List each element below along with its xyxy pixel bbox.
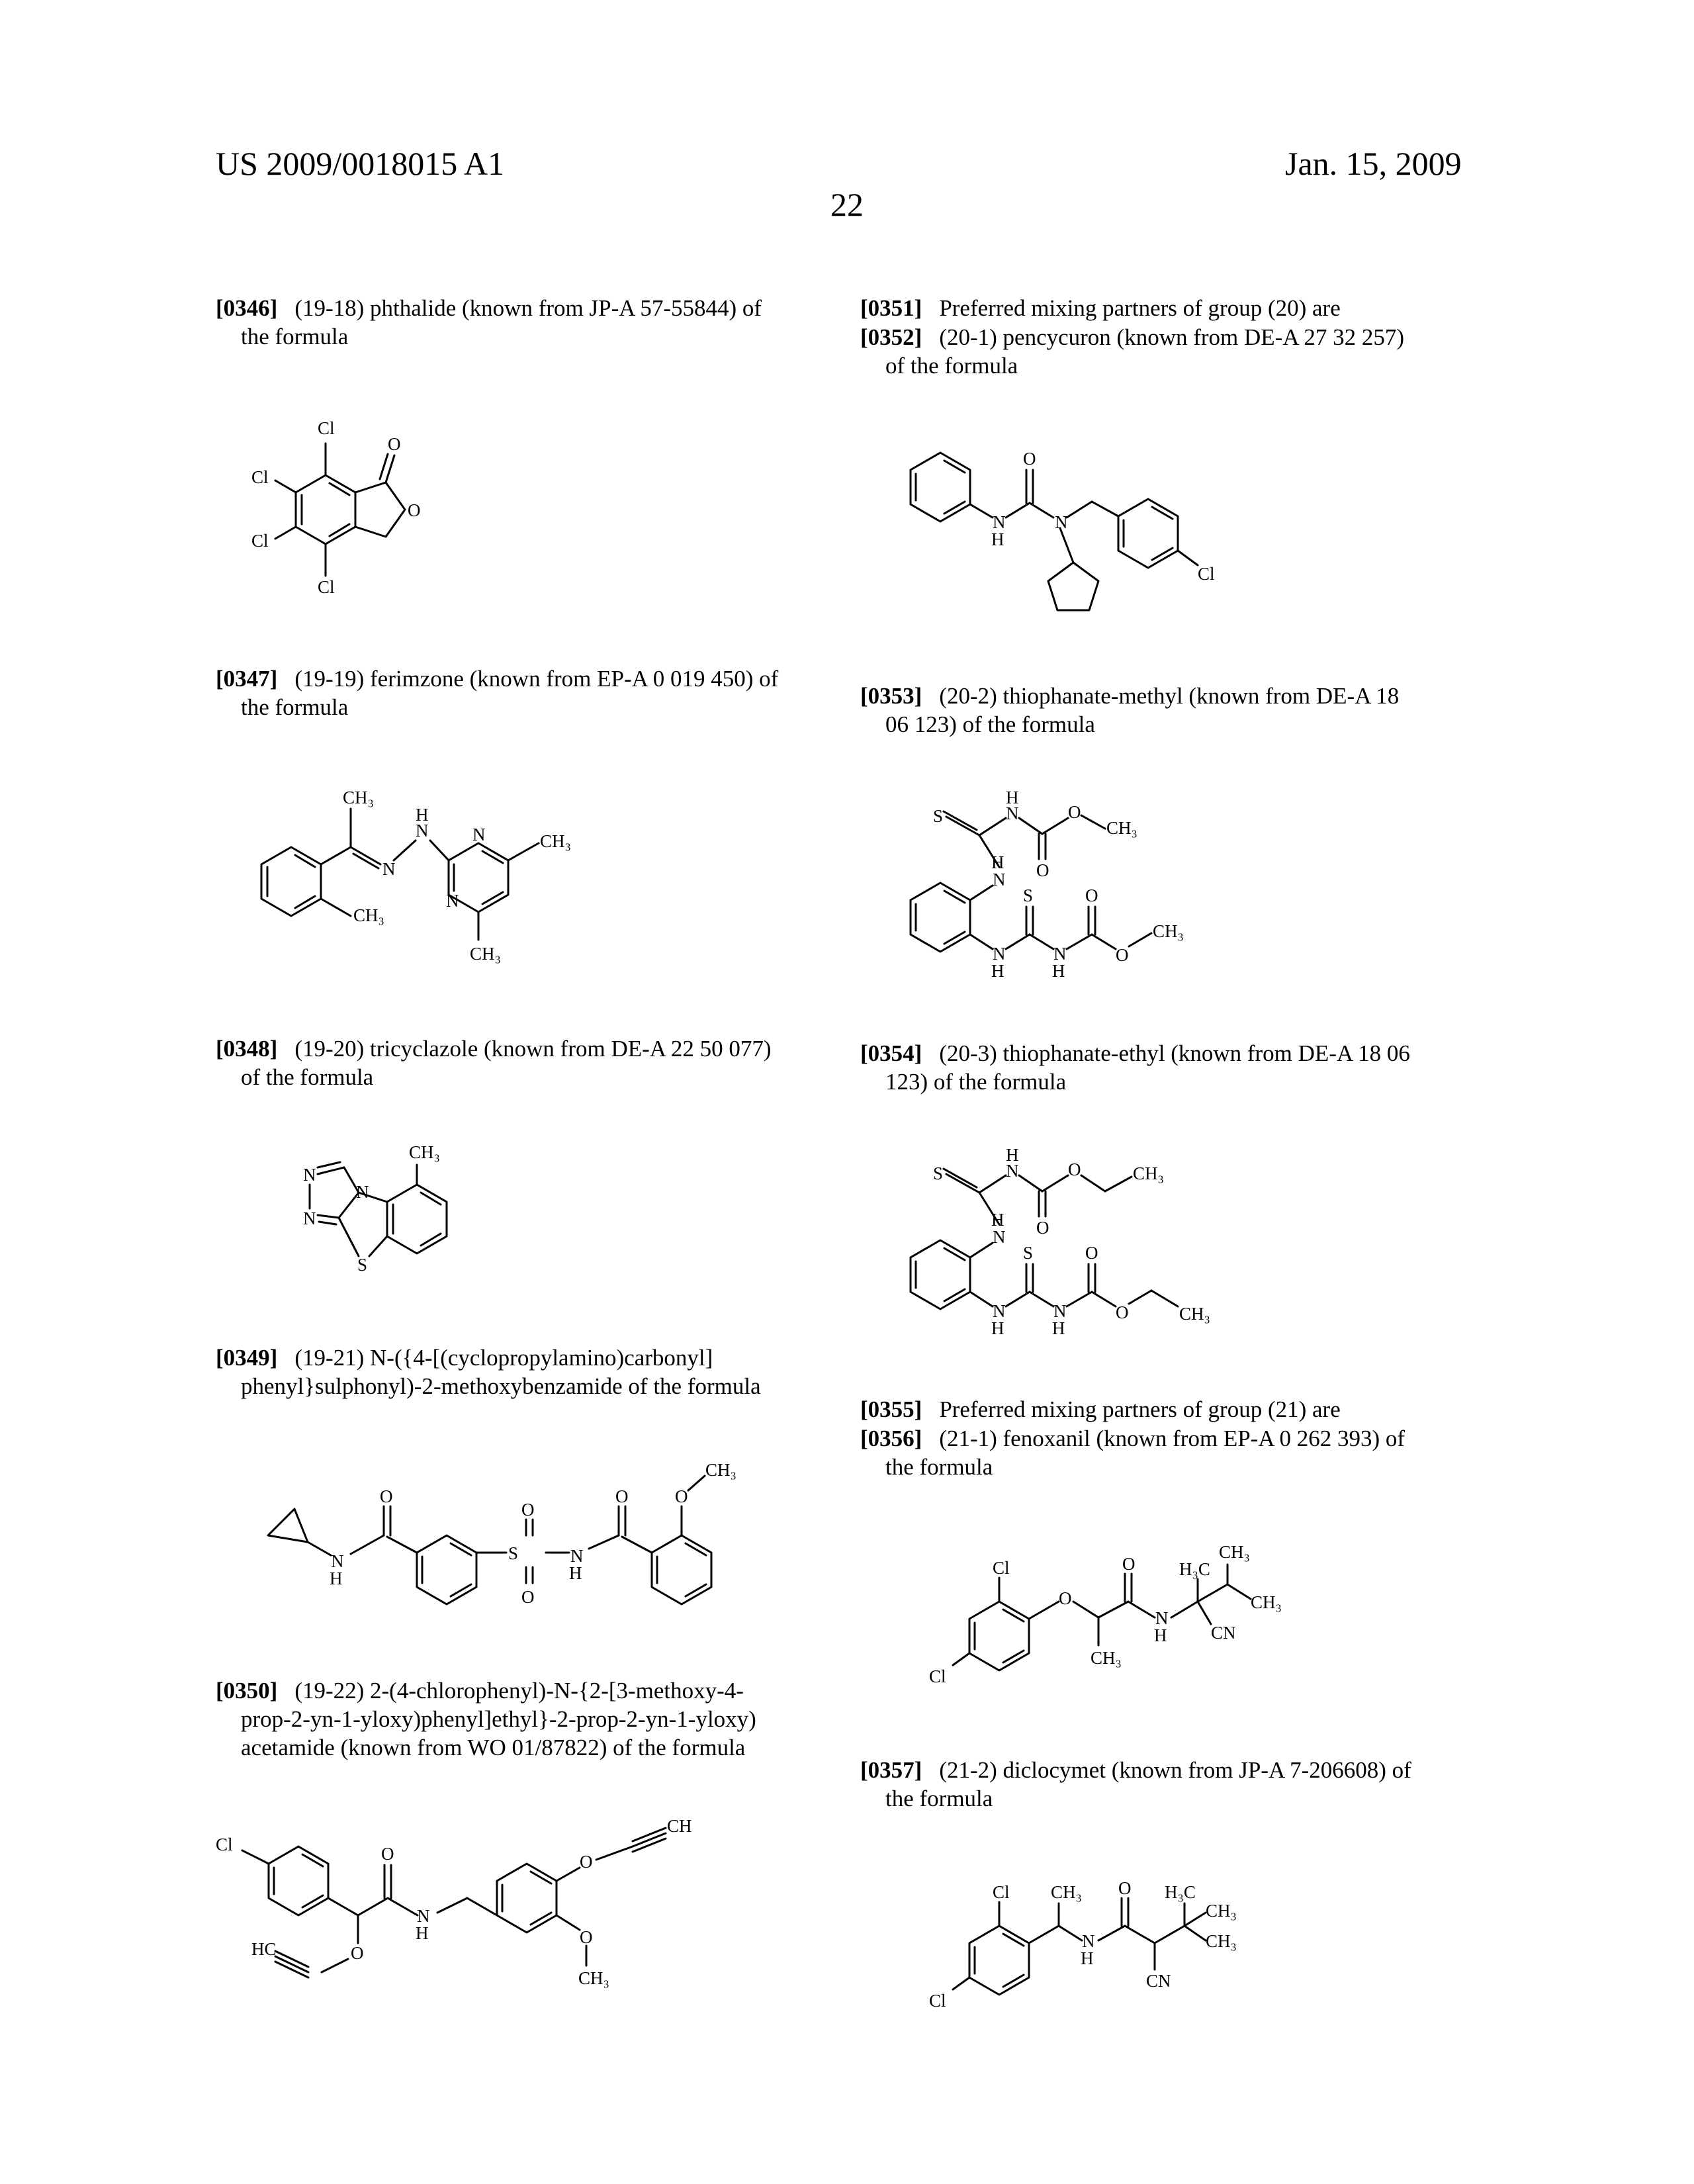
paragraph-id: [0355] — [860, 1396, 922, 1422]
paragraph-text: (20-1) pencycuron (known from DE-A 27 32 257) — [939, 324, 1405, 350]
hydrogen-atom-label: H — [991, 961, 1004, 981]
oxygen-atom-label: O — [1085, 886, 1098, 905]
nitrogen-atom-label: N — [446, 891, 459, 911]
phthalide-structure — [251, 417, 490, 629]
methyl-group-label: H₃C — [1179, 1559, 1210, 1579]
paragraph-text: (20-3) thiophanate-ethyl (known from DE-A 18 06 — [939, 1040, 1410, 1066]
oxygen-atom-label: O — [1059, 1588, 1072, 1608]
oxygen-atom-label: O — [408, 500, 421, 520]
oxygen-atom-label: O — [381, 1844, 394, 1864]
paragraph-id: [0354] — [860, 1040, 922, 1066]
oxygen-atom-label: O — [1116, 1302, 1129, 1322]
methyl-group-label: CH₃ — [1206, 1901, 1237, 1921]
oxygen-atom-label: O — [675, 1486, 688, 1506]
nitrile-group-label: CN — [1211, 1623, 1236, 1643]
paragraph-text: (19-18) phthalide (known from JP-A 57-55844) of — [294, 295, 762, 321]
paragraph-id: [0346] — [216, 295, 278, 321]
page-number: 22 — [830, 186, 864, 223]
chlorine-atom-label: Cl — [993, 1882, 1010, 1902]
paragraph-0350 — [216, 1676, 811, 1762]
hydrogen-atom-label: H — [416, 805, 429, 825]
oxygen-atom-label: O — [1068, 1160, 1081, 1179]
paragraph-text-cont: prop-2-yn-1-yloxy)phenyl]ethyl}-2-prop-2-yn-1-yloxy) — [241, 1706, 756, 1732]
methyl-group-label: CH₃ — [1133, 1163, 1164, 1183]
nitrile-group-label: CN — [1146, 1971, 1171, 1991]
publication-date: Jan. 15, 2009 — [1285, 145, 1462, 182]
hydrogen-atom-label: H — [569, 1563, 582, 1583]
paragraph-text-cont: the formula — [241, 694, 349, 720]
patent-number: US 2009/0018015 A1 — [216, 145, 505, 182]
paragraph-0357 — [860, 1756, 1469, 1813]
paragraph-0356 — [860, 1424, 1469, 1481]
oxygen-atom-label: O — [615, 1486, 629, 1506]
oxygen-atom-label: O — [388, 434, 401, 454]
paragraph-id: [0352] — [860, 324, 922, 350]
paragraph-text: Preferred mixing partners of group (20) are — [939, 295, 1341, 321]
paragraph-text: (20-2) thiophanate-methyl (known from DE-A 18 — [939, 683, 1400, 709]
nitrogen-atom-label: N — [1006, 803, 1019, 823]
chlorine-atom-label: Cl — [929, 1991, 946, 2011]
methyl-group-label: CH₃ — [578, 1968, 609, 1988]
hydrogen-atom-label: H — [991, 852, 1004, 872]
paragraph-text-cont: of the formula — [885, 353, 1018, 379]
paragraph-id: [0351] — [860, 295, 922, 321]
paragraph-0354 — [860, 1039, 1469, 1096]
nitrogen-atom-label: N — [382, 859, 396, 879]
methyl-group-label: CH₃ — [353, 905, 384, 925]
nitrogen-atom-label: N — [570, 1546, 584, 1566]
paragraph-id: [0347] — [216, 666, 278, 692]
paragraph-text: (19-22) 2-(4-chlorophenyl)-N-{2-[3-methoxy-4- — [294, 1678, 744, 1704]
nitrogen-atom-label: N — [993, 1227, 1006, 1247]
paragraph-0353 — [860, 682, 1469, 739]
chlorine-atom-label: Cl — [1198, 564, 1215, 584]
pencycuron-structure — [900, 430, 1376, 655]
methyl-group-label: CH₃ — [1106, 818, 1137, 838]
oxygen-atom-label: O — [521, 1500, 535, 1520]
nitrogen-atom-label: N — [1082, 1931, 1095, 1951]
oxygen-atom-label: O — [1116, 945, 1129, 965]
paragraph-id: [0353] — [860, 683, 922, 709]
methyl-group-label: CH₃ — [1206, 1931, 1237, 1951]
paragraph-0349 — [216, 1343, 811, 1400]
oxygen-atom-label: O — [580, 1852, 593, 1872]
ferimzone-structure — [251, 781, 688, 979]
paragraph-text-cont: of the formula — [241, 1064, 374, 1090]
paragraph-id: [0348] — [216, 1036, 278, 1062]
nitrogen-atom-label: N — [417, 1906, 430, 1926]
chlorine-atom-label: Cl — [318, 418, 335, 438]
nitrogen-atom-label: N — [1053, 944, 1067, 964]
paragraph-text: (19-19) ferimzone (known from EP-A 0 019 450) of — [294, 666, 779, 692]
paragraph-text-cont: 123) of the formula — [885, 1069, 1067, 1095]
sulfur-atom-label: S — [357, 1255, 368, 1275]
sulfur-atom-label: S — [1023, 1243, 1034, 1263]
paragraph-0348 — [216, 1034, 811, 1091]
sulfur-atom-label: S — [1023, 886, 1034, 905]
methyl-group-label: CH₃ — [1051, 1882, 1082, 1902]
hydrogen-atom-label: H — [1154, 1625, 1167, 1645]
nitrogen-atom-label: N — [331, 1551, 344, 1571]
nitrogen-atom-label: N — [993, 870, 1006, 889]
methoxybenzamide-structure — [251, 1456, 807, 1628]
hydrogen-atom-label: H — [1006, 1145, 1019, 1165]
hydrogen-atom-label: H — [1081, 1948, 1094, 1968]
paragraph-id: [0357] — [860, 1757, 922, 1783]
diclocymet-structure — [900, 1866, 1376, 2065]
nitrogen-atom-label: N — [356, 1182, 369, 1202]
oxygen-atom-label: O — [1068, 802, 1081, 822]
paragraph-text-cont: phenyl}sulphonyl)-2-methoxybenzamide of the formula — [241, 1373, 761, 1399]
chlorine-atom-label: Cl — [993, 1558, 1010, 1578]
paragraph-0352 — [860, 323, 1469, 380]
sulfur-atom-label: S — [508, 1543, 519, 1563]
nitrogen-atom-label: N — [1053, 1301, 1067, 1321]
methyl-group-label: CH₃ — [540, 831, 571, 851]
paragraph-0346 — [216, 294, 811, 351]
tricyclazole-structure — [251, 1142, 529, 1317]
oxygen-atom-label: O — [1118, 1878, 1132, 1898]
nitrogen-atom-label: N — [993, 944, 1006, 964]
paragraph-text: (21-2) diclocymet (known from JP-A 7-206608) of — [939, 1757, 1411, 1783]
oxygen-atom-label: O — [1036, 1218, 1049, 1238]
chlorine-atom-label: Cl — [216, 1835, 233, 1854]
nitrogen-atom-label: N — [303, 1165, 316, 1185]
paragraph-text: (19-21) N-({4-[(cyclopropylamino)carbonyl] — [294, 1345, 713, 1371]
sulfur-atom-label: S — [933, 806, 944, 826]
methyl-group-label: CH₃ — [409, 1142, 440, 1162]
thiophanate-ethyl-structure — [900, 1145, 1376, 1363]
paragraph-text-cont: 06 123) of the formula — [885, 711, 1095, 737]
paragraph-text-cont: the formula — [885, 1454, 993, 1480]
paragraph-id: [0350] — [216, 1678, 278, 1704]
hydrogen-atom-label: H — [1052, 961, 1065, 981]
sulfur-atom-label: S — [933, 1163, 944, 1183]
nitrogen-atom-label: N — [993, 512, 1006, 532]
nitrogen-atom-label: N — [472, 825, 486, 844]
paragraph-text: Preferred mixing partners of group (21) are — [939, 1396, 1341, 1422]
paragraph-0347 — [216, 664, 811, 721]
methyl-group-label: CH₃ — [705, 1460, 736, 1480]
alkyne-ch-label: HC — [251, 1939, 277, 1959]
hydrogen-atom-label: H — [991, 1318, 1004, 1338]
oxygen-atom-label: O — [351, 1943, 364, 1963]
hydrogen-atom-label: H — [991, 1210, 1004, 1230]
paragraph-text: (19-20) tricyclazole (known from DE-A 22 50 077) — [294, 1036, 772, 1062]
oxygen-atom-label: O — [380, 1486, 393, 1506]
paragraph-text-cont: the formula — [885, 1786, 993, 1811]
oxygen-atom-label: O — [1023, 449, 1036, 469]
oxygen-atom-label: O — [1036, 860, 1049, 880]
paragraph-id: [0356] — [860, 1426, 922, 1451]
oxygen-atom-label: O — [1085, 1243, 1098, 1263]
hydrogen-atom-label: H — [330, 1569, 343, 1588]
nitrogen-atom-label: N — [1006, 1161, 1019, 1181]
methyl-group-label: CH₃ — [470, 944, 501, 964]
paragraph-text-cont2: acetamide (known from WO 01/87822) of the formula — [241, 1735, 746, 1760]
paragraph-0351 — [860, 294, 1469, 322]
nitrogen-atom-label: N — [1155, 1608, 1169, 1628]
methyl-group-label: CH₃ — [1153, 921, 1184, 941]
methyl-group-label: CH₃ — [343, 788, 374, 807]
alkyne-ch-label: CH — [667, 1816, 692, 1836]
paragraph-text: (21-1) fenoxanil (known from EP-A 0 262 393) of — [939, 1426, 1405, 1451]
paragraph-text-cont: the formula — [241, 324, 349, 349]
hydrogen-atom-label: H — [1052, 1318, 1065, 1338]
hydrogen-atom-label: H — [1006, 788, 1019, 807]
chlorine-atom-label: Cl — [318, 577, 335, 597]
nitrogen-atom-label: N — [416, 821, 429, 841]
chlorine-atom-label: Cl — [929, 1666, 946, 1686]
nitrogen-atom-label: N — [993, 1301, 1006, 1321]
oxygen-atom-label: O — [1122, 1554, 1136, 1574]
chlorine-atom-label: Cl — [251, 531, 269, 551]
paragraph-id: [0349] — [216, 1345, 278, 1371]
hydrogen-atom-label: H — [991, 529, 1004, 549]
fenoxanil-structure — [900, 1535, 1376, 1734]
methyl-group-label: CH₃ — [1219, 1542, 1250, 1562]
methyl-group-label: CH₃ — [1251, 1592, 1282, 1612]
methyl-group-label: H₃C — [1165, 1882, 1196, 1902]
methyl-group-label: CH₃ — [1179, 1304, 1210, 1324]
paragraph-0355 — [860, 1395, 1469, 1424]
hydrogen-atom-label: H — [416, 1923, 429, 1943]
nitrogen-atom-label: N — [1055, 512, 1068, 532]
nitrogen-atom-label: N — [303, 1208, 316, 1228]
oxygen-atom-label: O — [521, 1587, 535, 1607]
methyl-group-label: CH₃ — [1091, 1648, 1122, 1668]
thiophanate-methyl-structure — [900, 788, 1376, 1006]
chlorine-atom-label: Cl — [251, 467, 269, 487]
chlorophenyl-acetamide-structure — [216, 1813, 838, 2012]
oxygen-atom-label: O — [580, 1927, 593, 1947]
